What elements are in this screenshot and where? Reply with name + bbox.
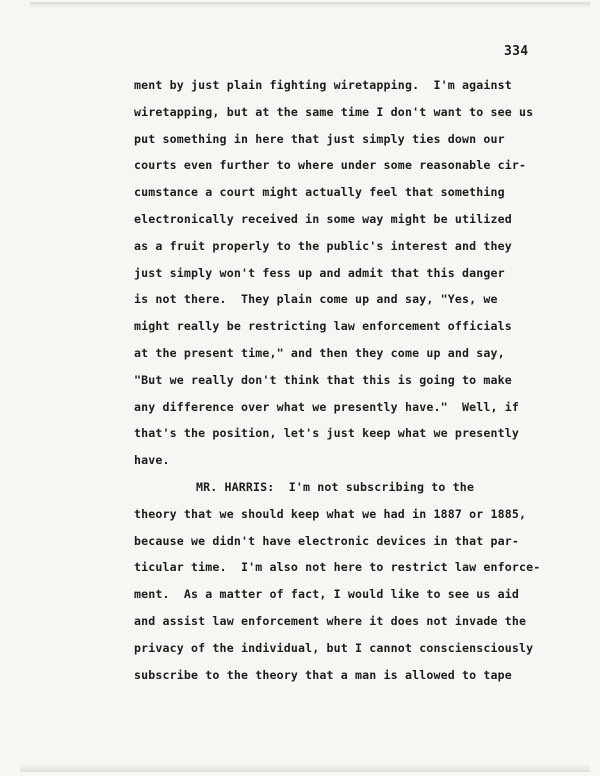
text-line: because we didn't have electronic devices in that par- [134, 533, 520, 548]
text-line: courts even further to where under some reasonable cir- [134, 158, 527, 173]
text-line: ment by just plain fighting wiretapping. I'm against [134, 78, 512, 92]
text-line: as a fruit properly to the public's interest and they [134, 238, 512, 253]
text-line: MR. HARRIS: I'm not subscribing to the [196, 479, 475, 494]
page-top-edge [30, 2, 590, 8]
text-line: privacy of the individual, but I cannot consciensciously [134, 640, 534, 655]
text-line: put something in here that just simply ties down our [134, 131, 505, 146]
text-line: have. [134, 453, 170, 468]
text-line: ment. As a matter of fact, I would like to see us aid [134, 587, 520, 602]
text-line: theory that we should keep what we had in 1887 or 1885, [134, 506, 527, 521]
page-number: 334 [504, 44, 529, 59]
page-bottom-edge [20, 764, 590, 772]
text-line: ticular time. I'm also not here to restrict law enforce- [134, 560, 541, 575]
text-line: "But we really don't think that this is going to make [134, 372, 512, 387]
transcript-body [134, 72, 594, 688]
text-line: is not there. They plain come up and say, "Yes, we [134, 292, 498, 307]
text-line: that's the position, let's just keep what we presently [134, 426, 520, 441]
text-line: electronically received in some way might be utilized [134, 211, 512, 226]
text-line: cumstance a court might actually feel that something [134, 185, 505, 200]
text-line: any difference over what we presently have." Well, if [134, 399, 520, 414]
text-line: at the present time," and then they come up and say, [134, 345, 505, 360]
text-line: just simply won't fess up and admit that this danger [134, 265, 505, 280]
text-line: wiretapping, but at the same time I don't want to see us [134, 104, 534, 119]
text-line: subscribe to the theory that a man is allowed to tape [134, 667, 512, 682]
text-line: and assist law enforcement where it does not invade the [134, 613, 527, 628]
text-line: might really be restricting law enforcement officials [134, 319, 512, 334]
